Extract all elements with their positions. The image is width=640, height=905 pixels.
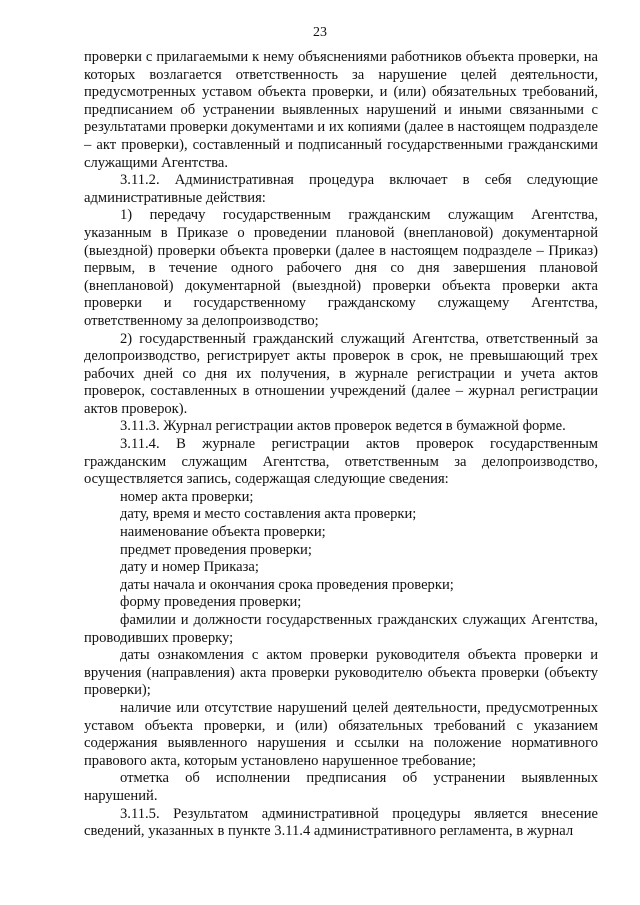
list-item: наименование объекта проверки; [120, 524, 326, 541]
list-item: предмет проведения проверки; [120, 541, 312, 558]
list-item: даты ознакомления с актом проверки руководителя объекта проверки и вручения (направления) акта проверки руководителю объекта проверки (объекту проверки); [84, 647, 598, 699]
list-item: дату и номер Приказа; [120, 559, 259, 576]
paragraph-3-11-3: 3.11.3. Журнал регистрации актов проверок ведется в бумажной форме. [120, 418, 566, 435]
paragraph-action-1: 1) передачу государственным гражданским служащим Агентства, указанным в Приказе о проведении плановой (внеплановой) документарной (выездной) проверки объекта проверки (далее в настоящем подразделе – Приказ) первым, в течение одного рабочего дня со дня завершения плановой (внеплановой) документарной (выездной) проверки объекта проверки акта проверки и государственному гражданскому служащему Агентства, ответственному за делопроизводство; [84, 207, 598, 329]
list-item: даты начала и окончания срока проведения проверки; [120, 576, 454, 593]
list-item: номер акта проверки; [120, 488, 254, 505]
list-item: наличие или отсутствие нарушений целей деятельности, предусмотренных уставом объекта проверки, и (или) обязательных требований с указанием содержания выявленного нарушения и ссылки на положение нормативного правового акта, которым установлено нарушенное требование; [84, 699, 598, 769]
paragraph-3-11-5: 3.11.5. Результатом административной процедуры является внесение сведений, указанных в пункте 3.11.4 административного регламента, в журнал [84, 805, 598, 840]
list-item: фамилии и должности государственных гражданских служащих Агентства, проводивших проверку; [84, 612, 598, 646]
paragraph-continuation: проверки с прилагаемыми к нему объяснениями работников объекта проверки, на которых возлагается ответственность за нарушение целей деятельности, предусмотренных уставом объекта проверки, и (или) обязательных требований, предписанием об устранении выявленных нарушений и иными связанными с результатами проверки документами и их копиями (далее в настоящем подразделе – акт проверки), составленный и подписанный государственными гражданскими служащими Агентства. [84, 49, 598, 171]
list-item: форму проведения проверки; [120, 594, 302, 611]
paragraph-3-11-4: 3.11.4. В журнале регистрации актов проверок государственным гражданским служащим Агентства, ответственным за делопроизводство, осуществляется запись, содержащая следующие сведения: [84, 436, 598, 488]
list-item: отметка об исполнении предписания об устранении выявленных нарушений. [84, 770, 598, 804]
list-item: дату, время и место составления акта проверки; [120, 506, 417, 523]
page-number: 23 [313, 25, 327, 40]
document-body [84, 49, 598, 841]
paragraph-3-11-2: 3.11.2. Административная процедура включает в себя следующие административные действия: [84, 172, 598, 206]
paragraph-action-2: 2) государственный гражданский служащий Агентства, ответственный за делопроизводство, регистрирует акты проверок в срок, не превышающий трех рабочих дней со дня их получения, в журнале регистрации и учета актов проверок, составленных в отношении учреждений (далее – журнал регистрации актов проверок). [84, 330, 598, 417]
